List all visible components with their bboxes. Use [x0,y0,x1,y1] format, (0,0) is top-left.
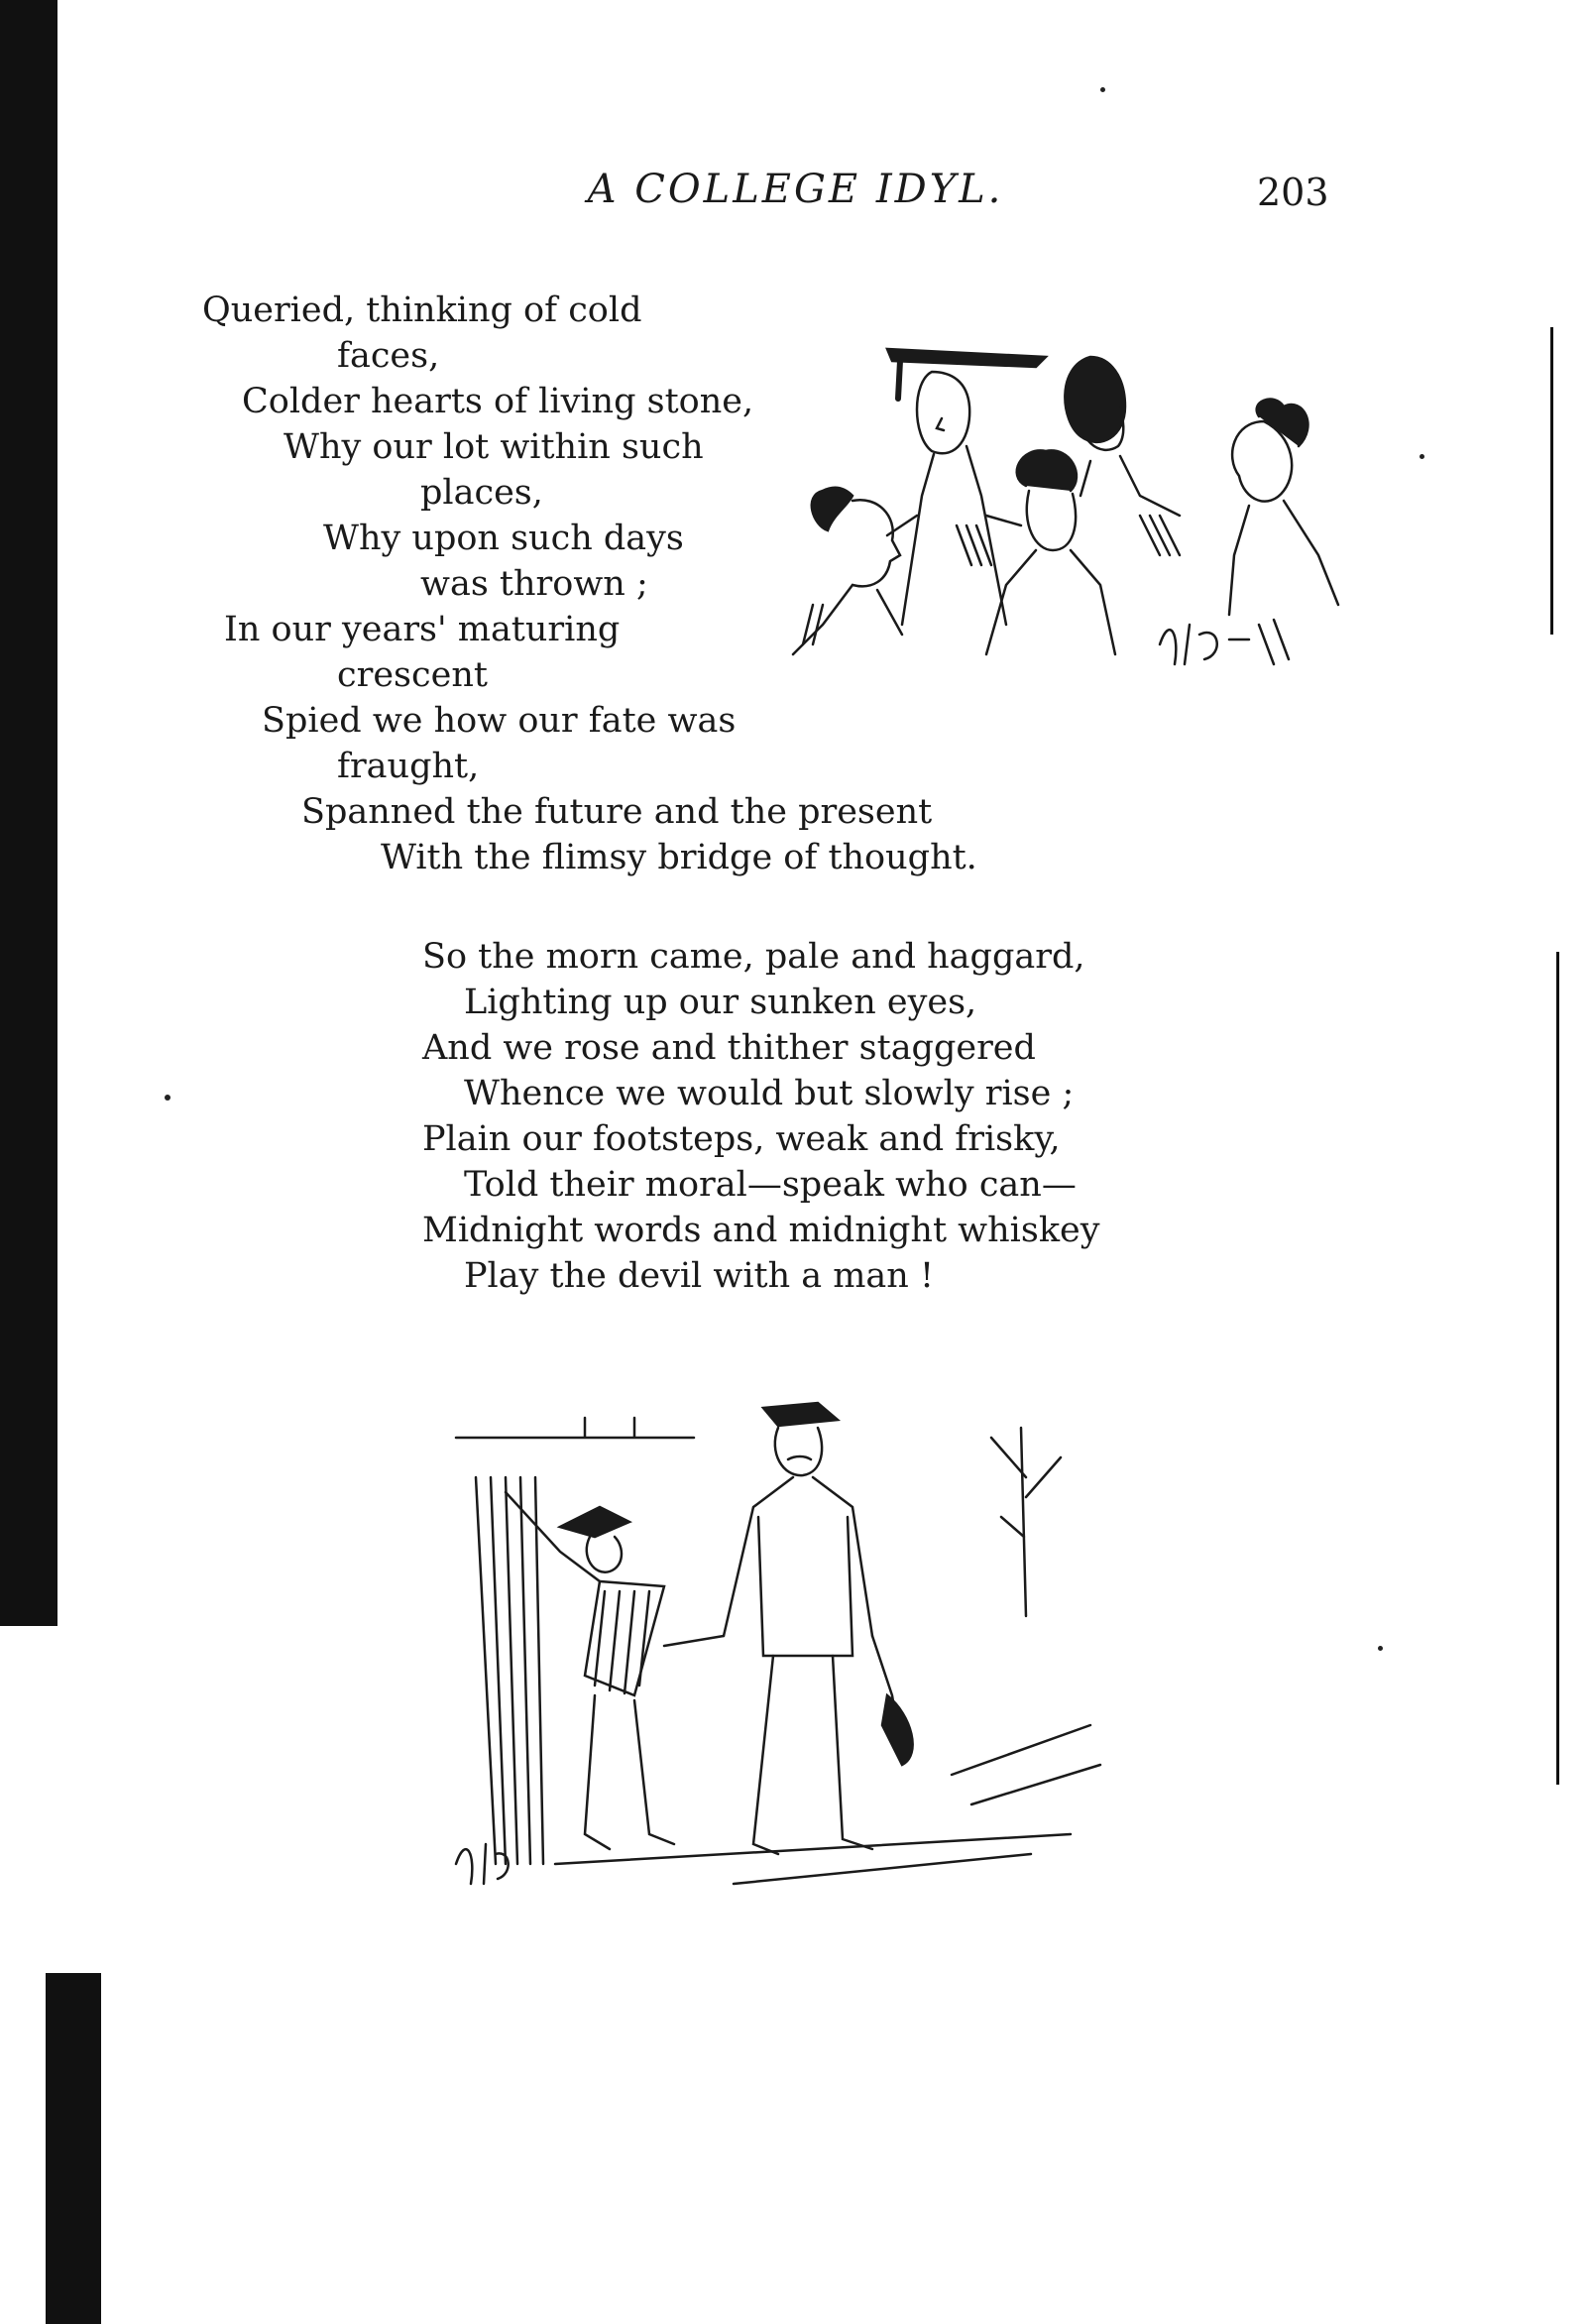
poem-line: So the morn came, pale and haggard, [422,937,1085,977]
poem-line: With the flimsy bridge of thought. [381,838,977,877]
poem-line: was thrown ; [420,564,648,604]
poem-line: Why our lot within such [284,427,704,467]
poem-line: Queried, thinking of cold [202,290,642,330]
poem-line: Spied we how our fate was [262,701,737,741]
two-students-illustration [436,1398,1110,1914]
poem-line: Told their moral—speak who can— [464,1165,1077,1205]
poem-line: Spanned the future and the present [301,792,933,832]
poem-line: Colder hearts of living stone, [242,382,754,421]
page-number: 203 [1257,171,1329,214]
scan-edge-right-2 [1556,952,1559,1785]
running-header-title: A COLLEGE IDYL. [587,167,1004,212]
scan-speck [1100,87,1105,92]
poem-line: Why upon such days [323,519,684,558]
scan-speck [165,1095,170,1101]
poem-line: Play the devil with a man ! [464,1256,935,1296]
scan-speck [1420,454,1424,459]
poem-line: Whence we would but slowly rise ; [464,1074,1075,1113]
poem-line: Midnight words and midnight whiskey [422,1211,1100,1250]
scan-speck [1378,1646,1383,1651]
poem-line: fraught, [337,747,480,786]
poem-line: faces, [337,336,440,376]
poem-line: crescent [337,655,488,695]
scan-edge-left [0,0,57,1626]
poem-line: Plain our footsteps, weak and frisky, [422,1119,1061,1159]
scan-edge-right [1550,327,1553,635]
poem-line: Lighting up our sunken eyes, [464,983,977,1022]
poem-line: In our years' maturing [224,610,621,649]
poem-line: places, [420,473,543,513]
poem-line: And we rose and thither staggered [422,1028,1036,1068]
women-portrait-illustration [783,327,1348,734]
scan-edge-left-lower [46,1973,101,2324]
